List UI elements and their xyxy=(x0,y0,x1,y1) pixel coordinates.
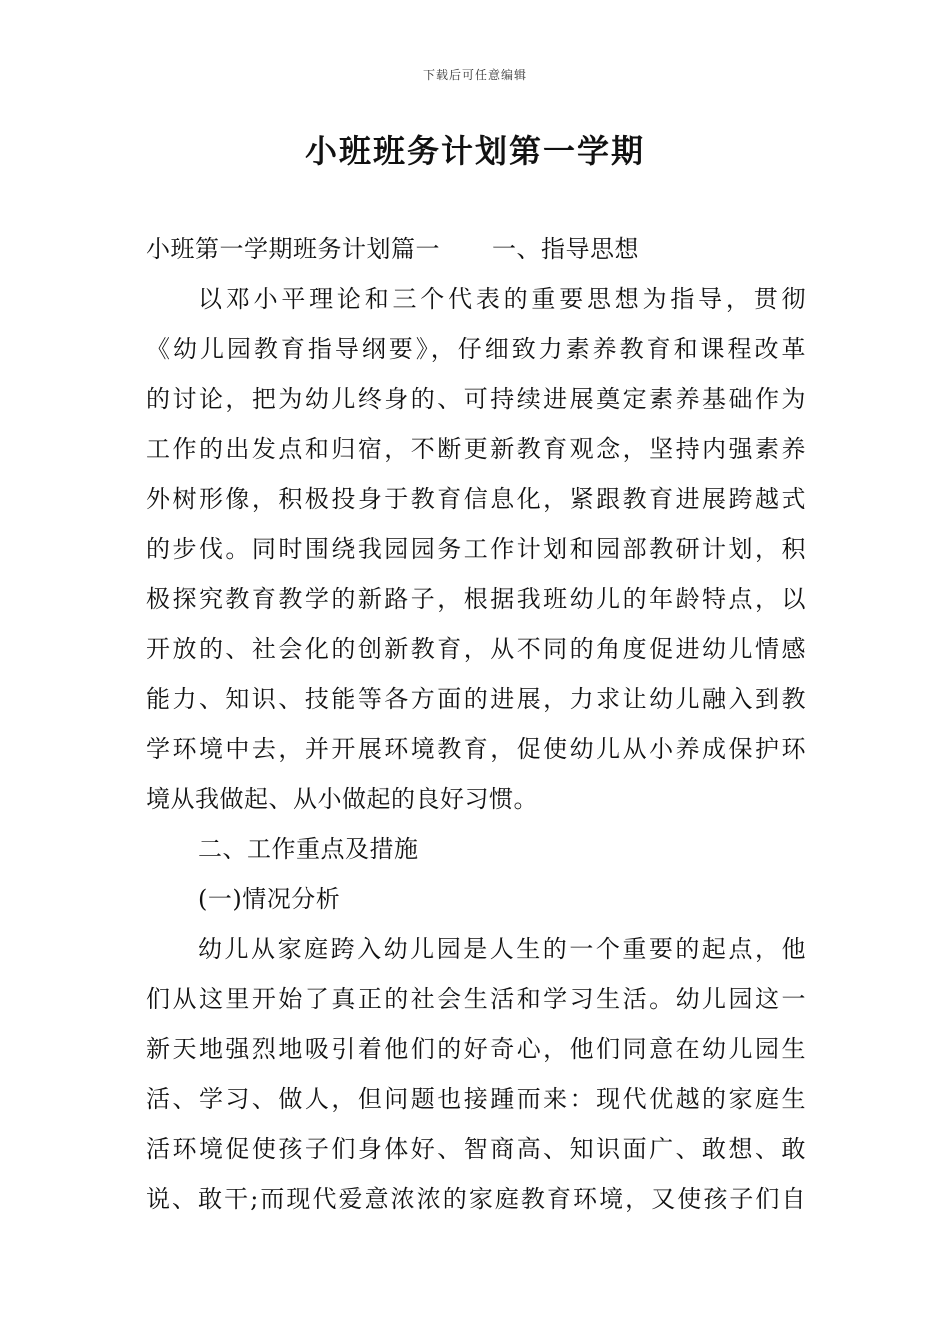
paragraph2-line: 新天地强烈地吸引着他们的好奇心，他们同意在幼儿园生 xyxy=(146,1035,806,1063)
paragraph1-line: 的步伐。同时围绕我园园务工作计划和园部教研计划，积 xyxy=(146,535,806,563)
document-body xyxy=(146,224,806,1224)
paragraph2-line: 们从这里开始了真正的社会生活和学习生活。幼儿园这一 xyxy=(146,985,806,1013)
header-note: 下载后可任意编辑 xyxy=(422,68,527,82)
paragraph1-line: 以邓小平理论和三个代表的重要思想为指导，贯彻 xyxy=(198,285,806,313)
paragraph1-line: 《幼儿园教育指导纲要》，仔细致力素养教育和课程改革 xyxy=(146,335,806,363)
paragraph1-line: 外树形像，积极投身于教育信息化，紧跟教育进展跨越式 xyxy=(146,485,806,513)
paragraph1-line: 工作的出发点和归宿，不断更新教育观念，坚持内强素养 xyxy=(146,435,806,463)
paragraph2-line: 活环境促使孩子们身体好、智商高、知识面广、敢想、敢 xyxy=(146,1135,806,1163)
paragraph2-line: 说、敢干;而现代爱意浓浓的家庭教育环境，又使孩子们自 xyxy=(146,1185,806,1213)
document-title: 小班班务计划第一学期 xyxy=(304,132,645,170)
paragraph2-line: 活、学习、做人，但问题也接踵而来：现代优越的家庭生 xyxy=(146,1085,806,1113)
section1-heading: 一、指导思想 xyxy=(492,235,639,263)
paragraph1-line: 开放的、社会化的创新教育，从不同的角度促进幼儿情感 xyxy=(146,635,806,663)
intro-line xyxy=(146,224,806,274)
paragraph1-line: 极探究教育教学的新路子，根据我班幼儿的年龄特点，以 xyxy=(146,585,806,613)
paragraph1-line: 境从我做起、从小做起的良好习惯。 xyxy=(146,785,538,813)
intro-lead: 小班第一学期班务计划篇一 xyxy=(146,235,440,263)
paragraph2-line: 幼儿从家庭跨入幼儿园是人生的一个重要的起点，他 xyxy=(198,935,806,963)
subsection1-heading: (一)情况分析 xyxy=(198,885,341,913)
paragraph1-line: 的讨论，把为幼儿终身的、可持续进展奠定素养基础作为 xyxy=(146,385,806,413)
paragraph1-line: 学环境中去，并开展环境教育，促使幼儿从小养成保护环 xyxy=(146,735,806,763)
section2-heading: 二、工作重点及措施 xyxy=(198,835,419,863)
paragraph1-line: 能力、知识、技能等各方面的进展，力求让幼儿融入到教 xyxy=(146,685,806,713)
